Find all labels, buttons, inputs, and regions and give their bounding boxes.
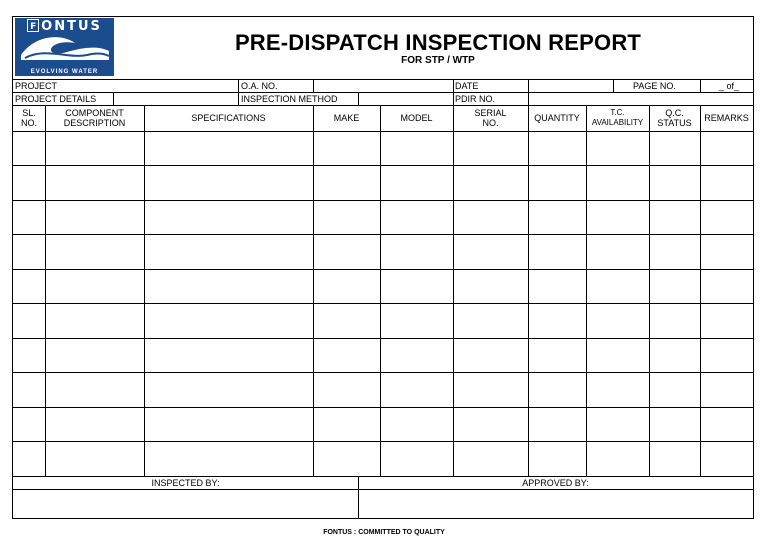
col-header-qc: Q.C. STATUS	[657, 108, 692, 128]
cell-divider	[238, 79, 239, 105]
date-label: DATE	[455, 81, 479, 91]
table-row	[13, 234, 753, 235]
column-divider	[700, 105, 701, 476]
table-row	[13, 476, 753, 477]
column-divider	[45, 105, 46, 476]
footer-tagline: FONTUS : COMMITTED TO QUALITY	[323, 529, 445, 536]
info-row-divider	[13, 105, 753, 106]
cell-divider	[453, 79, 454, 105]
inspected-by-label: INSPECTED BY:	[151, 478, 220, 488]
table-row	[13, 407, 753, 408]
col-header-quantity: QUANTITY	[534, 113, 580, 123]
report-title: PRE-DISPATCH INSPECTION REPORT	[234, 30, 642, 55]
col-header-tc: T.C. AVAILABILITY	[591, 108, 644, 127]
table-row	[13, 338, 753, 339]
logo-brand-initial: F	[30, 22, 39, 32]
col-header-specifications: SPECIFICATIONS	[191, 113, 266, 123]
col-header-component: COMPONENT DESCRIPTION	[63, 108, 126, 128]
inspection-method-label: INSPECTION METHOD	[241, 94, 338, 104]
column-divider	[144, 105, 145, 476]
info-row-divider	[13, 92, 753, 93]
approved-by-label: APPROVED BY:	[522, 478, 589, 488]
table-row	[13, 441, 753, 442]
cell-divider	[358, 92, 359, 105]
table-row	[13, 372, 753, 373]
col-header-model: MODEL	[400, 113, 433, 123]
column-divider	[313, 105, 314, 476]
table-row	[13, 200, 753, 201]
report-header	[13, 17, 753, 80]
col-header-serial: SERIAL NO.	[474, 108, 507, 128]
column-divider	[380, 105, 381, 476]
column-divider	[586, 105, 587, 476]
col-header-sl-no: SL. NO.	[20, 108, 37, 128]
logo-tagline: EVOLVING WATER	[30, 69, 99, 75]
cell-divider	[528, 79, 529, 105]
column-divider	[528, 105, 529, 476]
project-details-label: PROJECT DETAILS	[15, 94, 97, 104]
page-no-label: PAGE NO.	[633, 81, 676, 91]
cell-divider	[613, 79, 614, 92]
inspection-report-sheet	[12, 16, 754, 519]
oa-no-label: O.A. NO.	[241, 81, 278, 91]
table-row	[13, 303, 753, 304]
column-divider	[453, 105, 454, 476]
table-row	[13, 269, 753, 270]
column-divider	[649, 105, 650, 476]
pdir-no-label: PDIR NO.	[455, 94, 496, 104]
col-header-make: MAKE	[333, 113, 360, 123]
wave-icon	[17, 33, 112, 63]
col-header-remarks: REMARKS	[704, 113, 749, 123]
logo-brand: F ONTUS	[15, 19, 114, 34]
report-subtitle: FOR STP / WTP	[401, 55, 475, 66]
signoff-divider	[13, 489, 753, 490]
cell-divider	[700, 79, 701, 92]
page-no-value: _ of_	[719, 81, 740, 91]
cell-divider	[313, 79, 314, 92]
cell-divider	[113, 92, 114, 105]
table-row	[13, 165, 753, 166]
project-label: PROJECT	[15, 81, 58, 91]
column-header-divider	[13, 131, 753, 132]
fontus-logo	[15, 18, 114, 76]
